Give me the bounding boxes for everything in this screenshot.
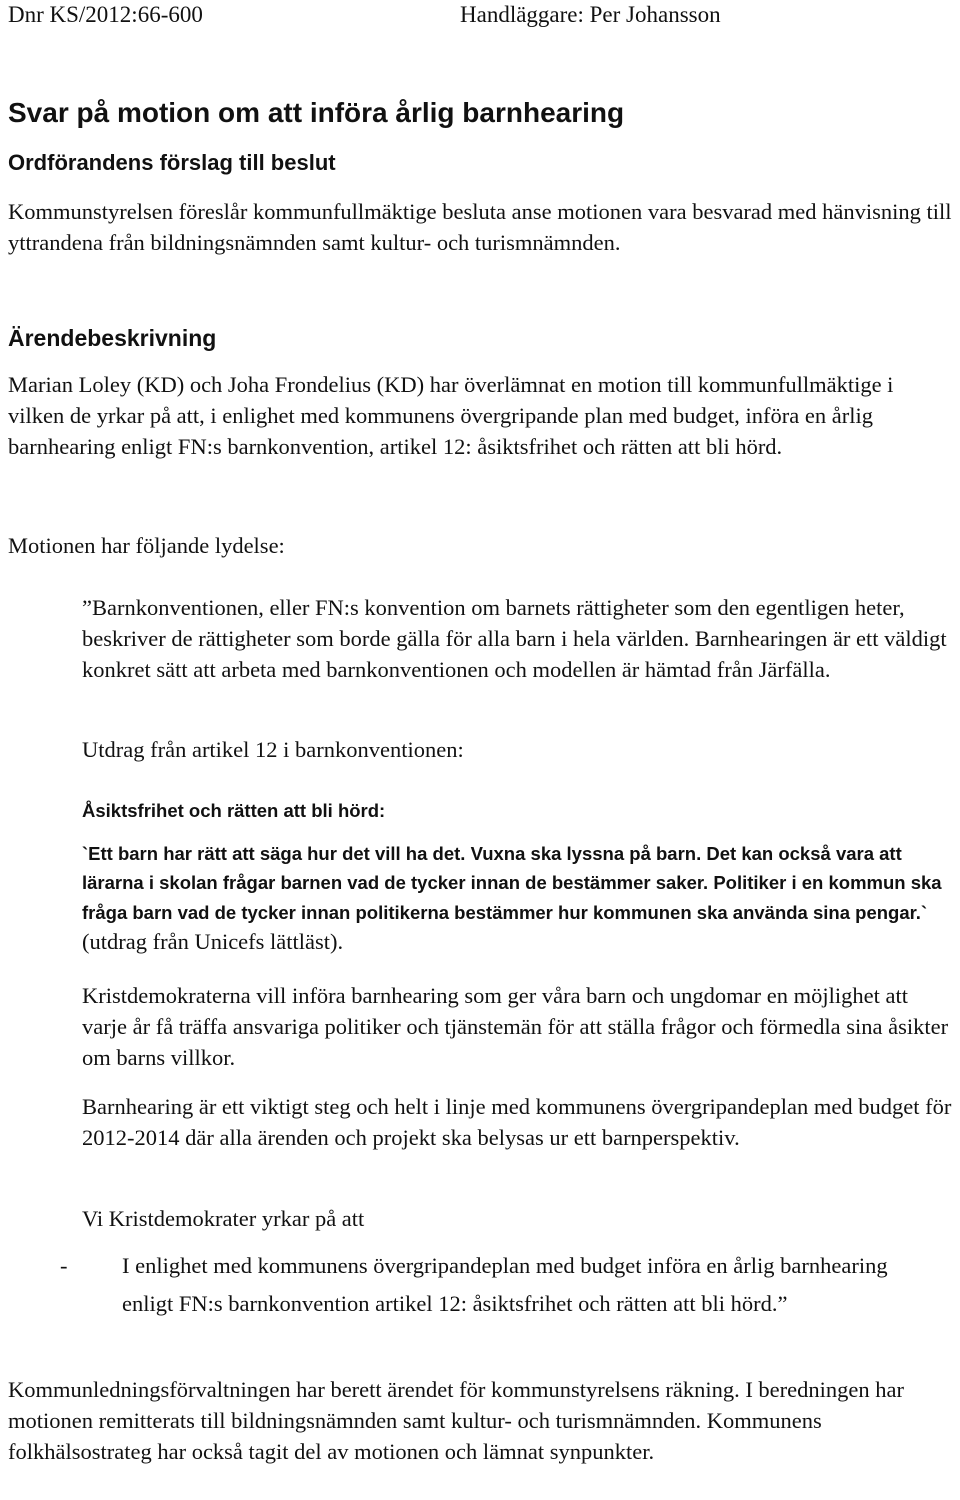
quote-barnkonventionen: ”Barnkonventionen, eller FN:s konvention om barnets rättigheter som den egentligen heter, beskriver de rättigheter som borde gälla för alla barn i hela världen. Barnhearingen är ett väldigt konkret sätt att arbeta med barnkonventionen och modellen är hämtad från Järfälla. [82, 595, 947, 682]
final-paragraph: Kommunledningsförvaltningen har berett ärendet för kommunstyrelsens räkning. I beredningen har motionen remitterats till bildningsnämnden samt kultur- och turismnämnden. Kommunens folkhälsostrateg har också tagit del av motionen och lämnat synpunkter. [8, 1377, 904, 1464]
yrkande-list-item [60, 1247, 952, 1323]
article-heading: Åsiktsfrihet och rätten att bli hörd: [82, 799, 386, 821]
motion-wording-intro: Motionen har följande lydelse: [8, 533, 285, 558]
diary-number: Dnr KS/2012:66-600 [8, 2, 203, 27]
document-subtitle: Ordförandens förslag till beslut [8, 150, 336, 175]
proposal-paragraph: Kommunstyrelsen föreslår kommunfullmäktige besluta anse motionen vara besvarad med hänvisning till yttrandena från bildningsnämnden samt kultur- och turismnämnden. [8, 199, 952, 255]
article-source: (utdrag från Unicefs lättläst). [82, 928, 344, 954]
article-text [82, 839, 957, 957]
quote-yrkar-intro: Vi Kristdemokrater yrkar på att [82, 1206, 365, 1231]
case-description-heading: Ärendebeskrivning [8, 325, 217, 351]
document-title: Svar på motion om att införa årlig barnhearing [8, 97, 625, 128]
yrkande-text: I enlighet med kommunens övergripandeplan med budget införa en årlig barnhearing enligt FN:s barnkonvention artikel 12: åsiktsfrihet och rätten att bli hörd.” [122, 1253, 888, 1316]
quote-kd-vill: Kristdemokraterna vill införa barnhearing som ger våra barn och ungdomar en möjlighet att varje år få träffa ansvariga politiker och tjänstemän för att ställa frågor och förmedla sina åsikter om barns villkor. [82, 983, 949, 1070]
quote-utdrag-intro: Utdrag från artikel 12 i barnkonventionen: [82, 737, 464, 762]
quote-viktigt-steg: Barnhearing är ett viktigt steg och helt i linje med kommunens övergripandeplan med budget för 2012-2014 där alla ärenden och projekt ska belysas ur ett barnperspektiv. [82, 1094, 952, 1150]
case-officer: Handläggare: Per Johansson [460, 2, 721, 27]
article-text-body: `Ett barn har rätt att säga hur det vill ha det. Vuxna ska lyssna på barn. Det kan också vara att lärarna i skolan frågar barnen vad de tycker innan de bestämmer saker. Politiker i en kommun ska fråga barn vad de tycker innan politikerna bestämmer hur kommunen ska använda sina pengar.` [82, 842, 942, 923]
document-header [8, 0, 952, 30]
case-description-paragraph: Marian Loley (KD) och Joha Frondelius (KD) har överlämnat en motion till kommunfullmäktige i vilken de yrkar på att, i enlighet med kommunens övergripande plan med budget, införa en årlig barnhearing enligt FN:s barnkonvention, artikel 12: åsiktsfrihet och rätten att bli hörd. [8, 372, 894, 459]
list-dash: - [60, 1253, 68, 1278]
